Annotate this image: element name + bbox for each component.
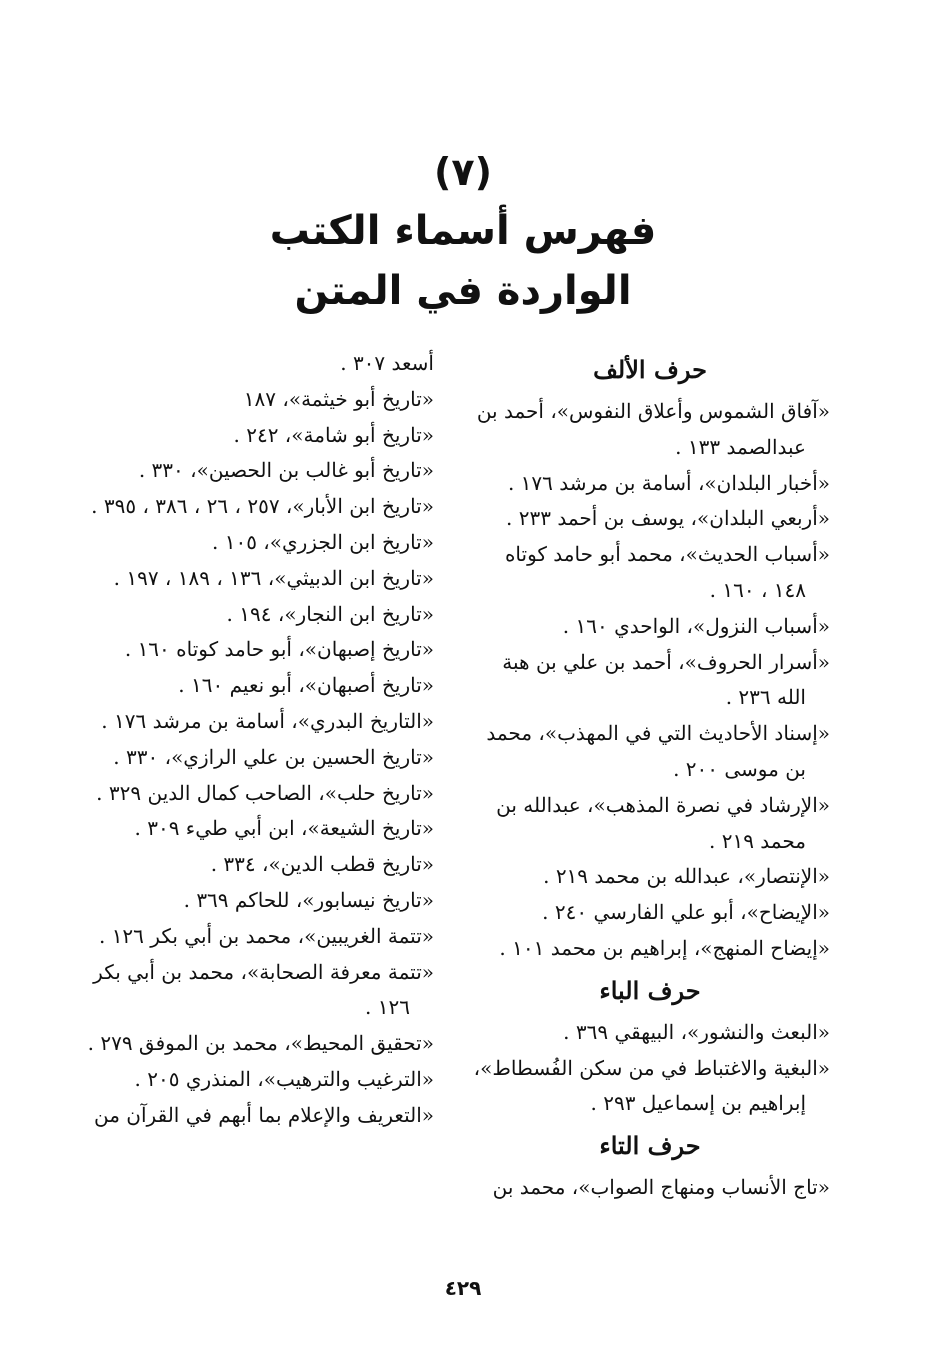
index-entry: «إسناد الأحاديث التي في المهذب»، محمد بن موسى ٢٠٠ . (486, 721, 830, 781)
index-entry: أسعد ٣٠٧ . (340, 351, 434, 375)
index-entry: «تاريخ ابن الدبيثي»، ١٣٦ ، ١٨٩ ، ١٩٧ . (113, 565, 434, 590)
section-heading: حرف الألف (593, 355, 707, 384)
index-entry: «البغية والاغتباط في من سكن الفُسطاط»، إبراهيم بن إسماعيل ٢٩٣ . (473, 1055, 830, 1116)
index-entry: «تاريخ قطب الدين»، ٣٣٤ . (210, 852, 434, 877)
index-entry: «تاريخ إصبهان»، أبو حامد كوتاه ١٦٠ . (124, 637, 434, 662)
index-entry: «التاريخ البدري»، أسامة بن مرشد ١٧٦ . (101, 708, 434, 733)
index-entry: «التعريف والإعلام بما أبهم في القرآن من (94, 1102, 434, 1127)
index-entry: «تاريخ حلب»، الصاحب كمال الدين ٣٢٩ . (96, 780, 434, 805)
index-entry: «تاريخ الحسين بن علي الرازي»، ٣٣٠ . (113, 744, 434, 769)
index-entry: «الإنتصار»، عبدالله بن محمد ٢١٩ . (543, 864, 830, 889)
right-column (470, 346, 830, 1206)
index-entry: «تاريخ ابن الجزري»، ١٠٥ . (211, 529, 434, 554)
index-entry: «تاريخ ابن الأبار»، ٢٥٧ ، ٢٦ ، ٣٨٦ ، ٣٩٥ . (91, 494, 434, 519)
index-entry: «أخبار البلدان»، أسامة بن مرشد ١٧٦ . (507, 470, 830, 495)
left-column (74, 346, 434, 1134)
index-entry: «تاريخ نيسابور»، للحاكم ٣٦٩ . (183, 887, 434, 912)
index-entry: «تاريخ ابن النجار»، ١٩٤ . (226, 601, 434, 626)
index-entry: «أربعي البلدان»، يوسف بن أحمد ٢٣٣ . (506, 506, 830, 531)
index-entry: «أسباب النزول»، الواحدي ١٦٠ . (562, 613, 830, 638)
index-entry: «إيضاح المنهج»، إبراهيم بن محمد ١٠١ . (499, 935, 830, 960)
section-heading: حرف الباء (599, 975, 701, 1005)
index-entry: «تتمة الغريبين»، محمد بن أبي بكر ١٢٦ . (98, 923, 434, 948)
index-entry: «تحقيق المحيط»، محمد بن الموفق ٢٧٩ . (87, 1031, 434, 1056)
index-entry: «الإرشاد في نصرة المذهب»، عبدالله بن محمد ٢١٩ . (496, 792, 830, 853)
index-entry: «تاريخ أصبهان»، أبو نعيم ١٦٠ . (178, 673, 434, 698)
index-entry: «تتمة معرفة الصحابة»، محمد بن أبي بكر ١٢٦ . (93, 959, 434, 1020)
index-entry: «تاريخ أبو خيثمة»، ١٨٧ (243, 386, 434, 411)
index-entry: «أسرار الحروف»، أحمد بن علي بن هبة الله ٢٣٦ . (502, 649, 830, 710)
index-entry: «آفاق الشموس وأعلاق النفوس»، أحمد بن عبدالصمد ١٣٣ . (476, 399, 830, 459)
index-entry: «أسباب الحديث»، محمد أبو حامد كوتاه ١٤٨ ، ١٦٠ . (504, 542, 830, 602)
index-entry: «الترغيب والترهيب»، المنذري ٢٠٥ . (134, 1066, 434, 1091)
index-entry: «تاج الأنساب ومنهاج الصواب»، محمد بن (492, 1175, 830, 1200)
page-number: ٤٢٩ (444, 1276, 482, 1300)
section-heading: حرف التاء (599, 1131, 701, 1161)
index-entry: «البعث والنشور»، البيهقي ٣٦٩ . (563, 1019, 830, 1044)
index-entry: «تاريخ الشيعة»، ابن أبي طيء ٣٠٩ . (134, 816, 434, 841)
page-title-line2: الواردة في المتن (294, 268, 632, 314)
page-title-line1: فهرس أسماء الكتب (269, 208, 657, 254)
index-entry: «الإيضاح»، أبو علي الفارسي ٢٤٠ . (542, 900, 830, 925)
index-entry: «تاريخ أبو غالب بن الحصين»، ٣٣٠ . (138, 458, 434, 483)
chapter-number: (٧) (434, 150, 492, 194)
index-entry: «تاريخ أبو شامة»، ٢٤٢ . (233, 422, 434, 447)
